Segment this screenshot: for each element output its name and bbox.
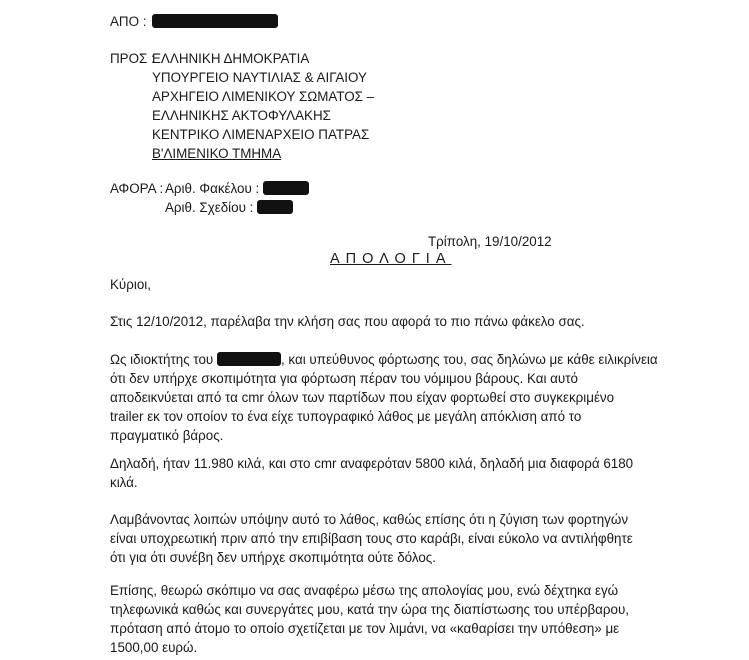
paragraph-4-line-2: είναι υποχρεωτική πριν από την επιβίβαση τους στο καράβι, είναι εύκολο να αντιλήφθητε <box>110 531 633 546</box>
redacted-sender <box>152 14 278 28</box>
paragraph-5-line-2: τηλεφωνικά καθώς και συνεργάτες μου, κατά την ώρα της διαπίστωσης του υπέρβαρου, <box>110 602 629 617</box>
paragraph-2-line-1 <box>110 350 658 369</box>
paragraph-4-line-3: ότι για ότι συνέβη δεν υπήρχε σκοπιμότητα ούτε δόλος. <box>110 550 436 565</box>
from-label: ΑΠΟ : <box>110 14 147 29</box>
redacted-file-number <box>263 181 309 195</box>
redacted-plan-number <box>257 200 293 214</box>
paragraph-2-line-3: αποδεικνύεται από τα cmr όλων των παρτίδων που είχαν φορτωθεί στο συγκεκριμένο <box>110 390 615 405</box>
paragraph-3-line-2: κιλά. <box>110 475 138 490</box>
paragraph-5-line-4: 1500,00 ευρώ. <box>110 640 198 655</box>
paragraph-2-line-4: trailer εκ τον οποίον το ένα είχε τυπογραφικό λάθος με μεγάλη απόκλιση από το <box>110 409 582 424</box>
to-line-1: ΕΛΛΗΝΙΚΗ ΔΗΜΟΚΡΑΤΙΑ <box>152 51 310 66</box>
paragraph-2 <box>110 350 658 445</box>
owner-text: Ως ιδιοκτήτης του <box>110 352 214 367</box>
paragraph-3 <box>110 454 650 492</box>
place-date: Τρίπολη, 19/10/2012 <box>428 234 552 249</box>
paragraph-5-line-1: Επίσης, θεωρώ σκόπιμο να σας αναφέρω μέσω της απολογίας μου, ενώ δέχτηκα εγώ <box>110 583 619 598</box>
paragraph-1: Στις 12/10/2012, παρέλαβα την κλήση σας που αφορά το πιο πάνω φάκελο σας. <box>110 314 585 329</box>
to-line-3: ΑΡΧΗΓΕΙΟ ΛΙΜΕΝΙΚΟΥ ΣΩΜΑΤΟΣ – <box>152 89 375 104</box>
paragraph-5 <box>110 581 650 657</box>
to-line-2: ΥΠΟΥΡΓΕΙΟ ΝΑΥΤΙΛΙΑΣ & ΑΙΓΑΙΟΥ <box>152 70 367 85</box>
to-line-6: Β'ΛΙΜΕΝΙΚΟ ΤΜΗΜΑ <box>152 146 282 161</box>
to-label: ΠΡΟΣ : <box>110 51 155 66</box>
redacted-vehicle <box>217 352 281 366</box>
subject-file-line <box>165 179 309 198</box>
paragraph-3-line-1: Δηλαδή, ήταν 11.980 κιλά, και στο cmr αναφερόταν 5800 κιλά, δηλαδή μια διαφορά 6180 <box>110 456 634 471</box>
subject-label: ΑΦΟΡΑ : <box>110 181 164 196</box>
paragraph-4 <box>110 510 650 567</box>
file-number-label: Αριθ. Φακέλου : <box>165 181 260 196</box>
subject-plan-line <box>165 198 293 217</box>
paragraph-4-line-1: Λαμβάνοντας λοιπών υπόψην αυτό το λάθος, καθώς επίσης ότι η ζύγιση των φορτηγών <box>110 512 629 527</box>
from-line <box>110 12 278 31</box>
salutation: Κύριοι, <box>110 277 151 292</box>
paragraph-2-line-2: ότι δεν υπήρχε σκοπιμότητα για φόρτωση πέραν του νόμιμου βάρους. Και αυτό <box>110 371 578 386</box>
paragraph-5-line-3: πρόταση από άτομο το οποίο σχετίζεται με τον λιμάνι, να «καθαρίσει την υπόθεση» με <box>110 621 620 636</box>
to-line-5: ΚΕΝΤΡΙΚΟ ΛΙΜΕΝΑΡΧΕΙΟ ΠΑΤΡΑΣ <box>152 127 370 142</box>
to-line-4: ΕΛΛΗΝΙΚΗΣ ΑΚΤΟΦΥΛΑΚΗΣ <box>152 108 331 123</box>
document-title: ΑΠΟΛΟΓΙΑ <box>330 251 452 267</box>
owner-text-cont: , και υπεύθυνος φόρτωσης του, σας δηλώνω με κάθε ειλικρίνεια <box>280 352 658 367</box>
plan-number-label: Αριθ. Σχεδίου : <box>165 200 254 215</box>
paragraph-2-line-5: πραγματικό βάρος. <box>110 428 224 443</box>
